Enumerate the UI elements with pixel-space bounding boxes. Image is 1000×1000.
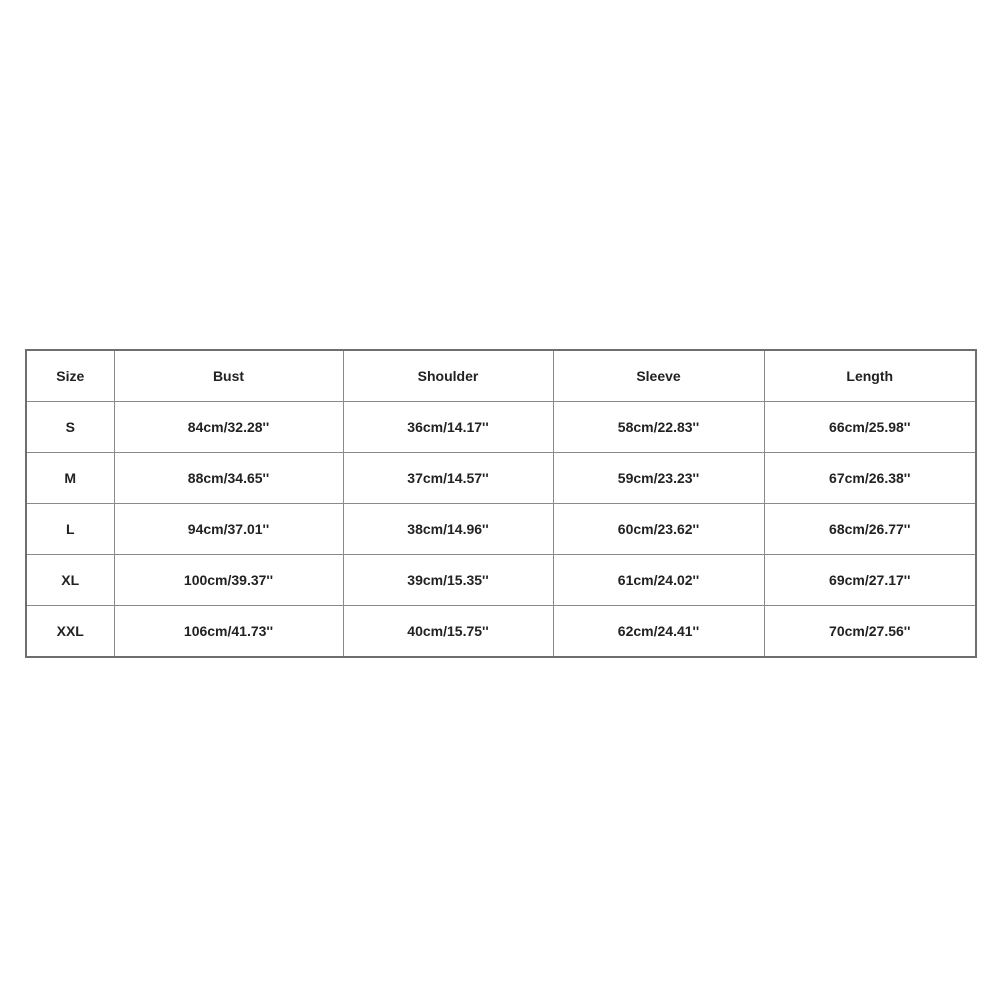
header-size: Size (26, 350, 114, 402)
cell-bust: 106cm/41.73'' (114, 606, 343, 658)
header-sleeve: Sleeve (553, 350, 764, 402)
size-chart-table (25, 349, 977, 658)
cell-length: 66cm/25.98'' (764, 402, 976, 453)
cell-sleeve: 62cm/24.41'' (553, 606, 764, 658)
cell-size: XL (26, 555, 114, 606)
header-shoulder: Shoulder (343, 350, 553, 402)
table-row (26, 402, 976, 453)
cell-size: S (26, 402, 114, 453)
cell-shoulder: 38cm/14.96'' (343, 504, 553, 555)
table-row (26, 504, 976, 555)
cell-size: M (26, 453, 114, 504)
cell-shoulder: 40cm/15.75'' (343, 606, 553, 658)
cell-length: 70cm/27.56'' (764, 606, 976, 658)
cell-size: XXL (26, 606, 114, 658)
cell-length: 67cm/26.38'' (764, 453, 976, 504)
cell-shoulder: 37cm/14.57'' (343, 453, 553, 504)
cell-size: L (26, 504, 114, 555)
cell-sleeve: 58cm/22.83'' (553, 402, 764, 453)
cell-sleeve: 59cm/23.23'' (553, 453, 764, 504)
cell-sleeve: 60cm/23.62'' (553, 504, 764, 555)
cell-length: 69cm/27.17'' (764, 555, 976, 606)
table-row (26, 606, 976, 658)
table-header-row (26, 350, 976, 402)
header-length: Length (764, 350, 976, 402)
cell-shoulder: 39cm/15.35'' (343, 555, 553, 606)
cell-bust: 100cm/39.37'' (114, 555, 343, 606)
cell-sleeve: 61cm/24.02'' (553, 555, 764, 606)
cell-length: 68cm/26.77'' (764, 504, 976, 555)
table-row (26, 453, 976, 504)
table-row (26, 555, 976, 606)
cell-bust: 88cm/34.65'' (114, 453, 343, 504)
header-bust: Bust (114, 350, 343, 402)
cell-bust: 84cm/32.28'' (114, 402, 343, 453)
cell-bust: 94cm/37.01'' (114, 504, 343, 555)
cell-shoulder: 36cm/14.17'' (343, 402, 553, 453)
